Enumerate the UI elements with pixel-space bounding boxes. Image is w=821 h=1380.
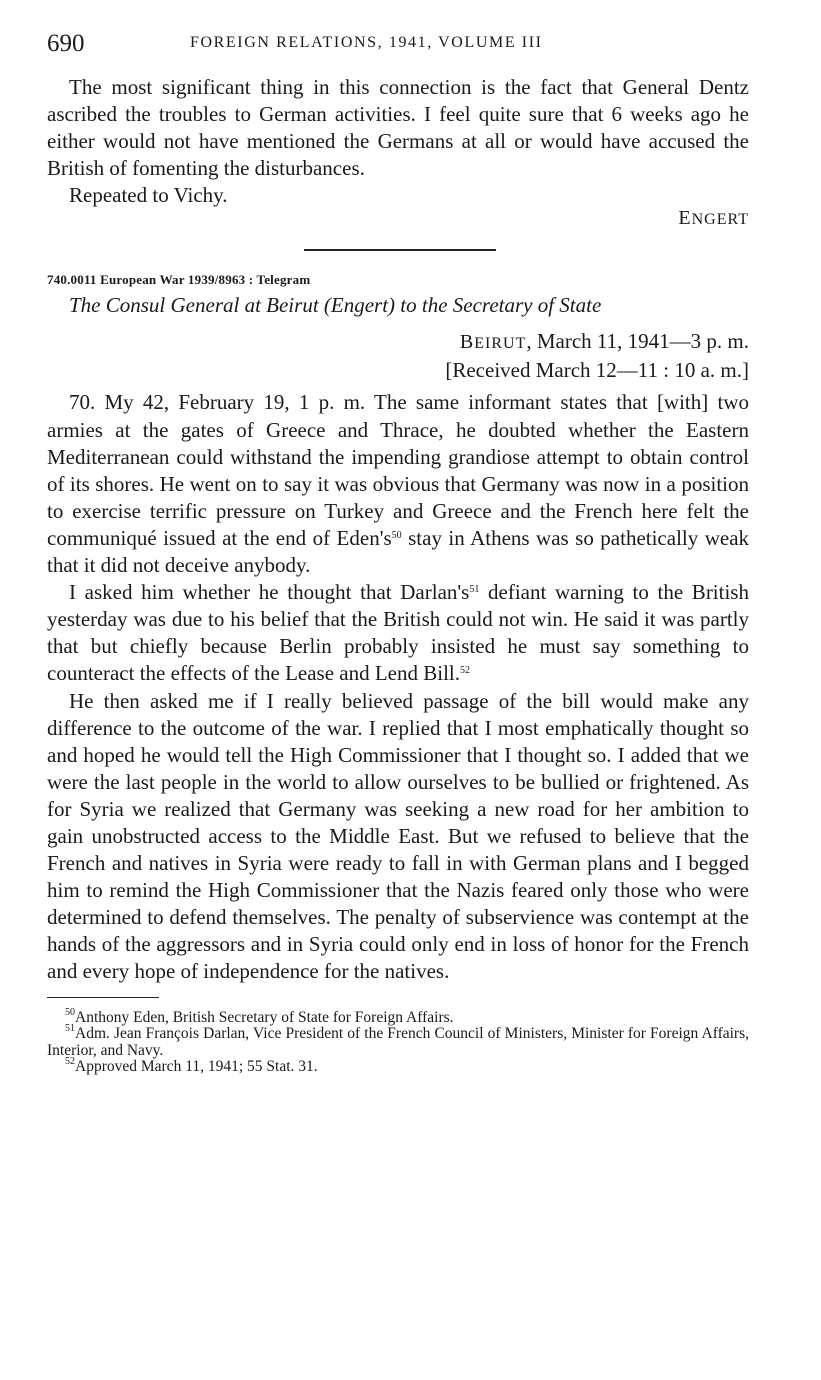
place-rest: EIRUT xyxy=(474,335,527,353)
repeated-note: Repeated to Vichy. xyxy=(69,183,228,208)
document-page xyxy=(47,30,749,1076)
footnote-ref-51: 51 xyxy=(469,584,480,596)
document-title: The Consul General at Beirut (Engert) to the Secretary of State xyxy=(69,293,602,318)
footnote-mark: 50 xyxy=(65,1006,75,1018)
signature-rest: NGERT xyxy=(691,211,749,229)
footnote-text: Adm. Jean François Darlan, Vice President of the French Council of Ministers, Minister for Foreign Affairs, Interior, and Navy. xyxy=(47,1025,749,1059)
dateline xyxy=(47,328,749,384)
paragraph-2-text-b: defiant warning to the British yesterday was due to his belief that the British could not win. He said it was partly that but chiefly because Berlin probably insisted he must say something to counteract the effects of the Lease and Lend Bill. xyxy=(47,580,749,686)
paragraph-1-text-a: 70. My 42, February 19, 1 p. m. The same informant states that [with] two armies at the gates of Greece and Thrace, he doubted whether the Eastern Mediterranean could withstand the impending grandiose attempt to obtain control of its shores. He went on to say it was obvious that Germany was now in a position to exercise terrific pressure on Turkey and Greece and the French here felt the communiqué issued at the end of Eden's xyxy=(47,390,749,550)
footnote-mark: 51 xyxy=(65,1023,75,1035)
page-header xyxy=(47,30,749,64)
date-text: , March 11, 1941—3 p. m. xyxy=(526,329,749,354)
place-initial: B xyxy=(459,331,475,354)
footnote-ref-50: 50 xyxy=(391,529,402,541)
paragraph-3: He then asked me if I really believed passage of the bill would make any difference to the outcome of the war. I replied that I most emphatically thought so and hoped he would tell the High Commissioner that I thought so. I added that we were the last people in the world to allow ourselves to be bullied or frightened. As for Syria we realized that Germany was seeking a new road for her ambition to gain unobstructed access to the Middle East. But we refused to believe that the French and natives in Syria were ready to fall in with German plans and I begged him to remind the High Commissioner that the Nazis feared only those who were determined to defend themselves. The penalty of subservience was contempt at the hands of the aggressors and in Syria could only end in loss of honor for the French and every hope of independence for the natives. xyxy=(47,688,749,984)
footnote-mark: 52 xyxy=(65,1056,75,1068)
footnote-50 xyxy=(47,1006,749,1027)
prev-doc-paragraph: The most significant thing in this connection is the fact that General Dentz ascribed the troubles to German activities. I feel quite sure that 6 weeks ago he either would not have mentioned the Germans at all or would have accused the British of fomenting the disturbances. xyxy=(47,75,749,181)
running-title: FOREIGN RELATIONS, 1941, VOLUME III xyxy=(190,34,543,51)
paragraph-1 xyxy=(47,389,749,579)
footnote-divider xyxy=(47,997,159,998)
footnote-ref-52: 52 xyxy=(460,665,471,677)
paragraph-1-text-b: stay in Athens was so pathetically weak that it did not deceive anybody. xyxy=(47,525,750,578)
signature-initial: E xyxy=(678,207,692,230)
date-line xyxy=(47,328,749,357)
file-number: 740.0011 European War 1939/8963 : Telegram xyxy=(47,272,311,288)
page-number: 690 xyxy=(47,30,85,57)
section-divider xyxy=(304,249,496,251)
paragraph-2-text-a: I asked him whether he thought that Darlan's xyxy=(69,580,470,605)
footnote-text: Approved March 11, 1941; 55 Stat. 31. xyxy=(75,1058,318,1076)
received-line: [Received March 12—11 : 10 a. m.] xyxy=(445,358,749,383)
footnote-51 xyxy=(47,1023,749,1059)
signature xyxy=(47,207,749,230)
footnote-52 xyxy=(47,1056,749,1076)
footnote-text: Anthony Eden, British Secretary of State for Foreign Affairs. xyxy=(75,1008,454,1026)
paragraph-2 xyxy=(47,579,749,687)
